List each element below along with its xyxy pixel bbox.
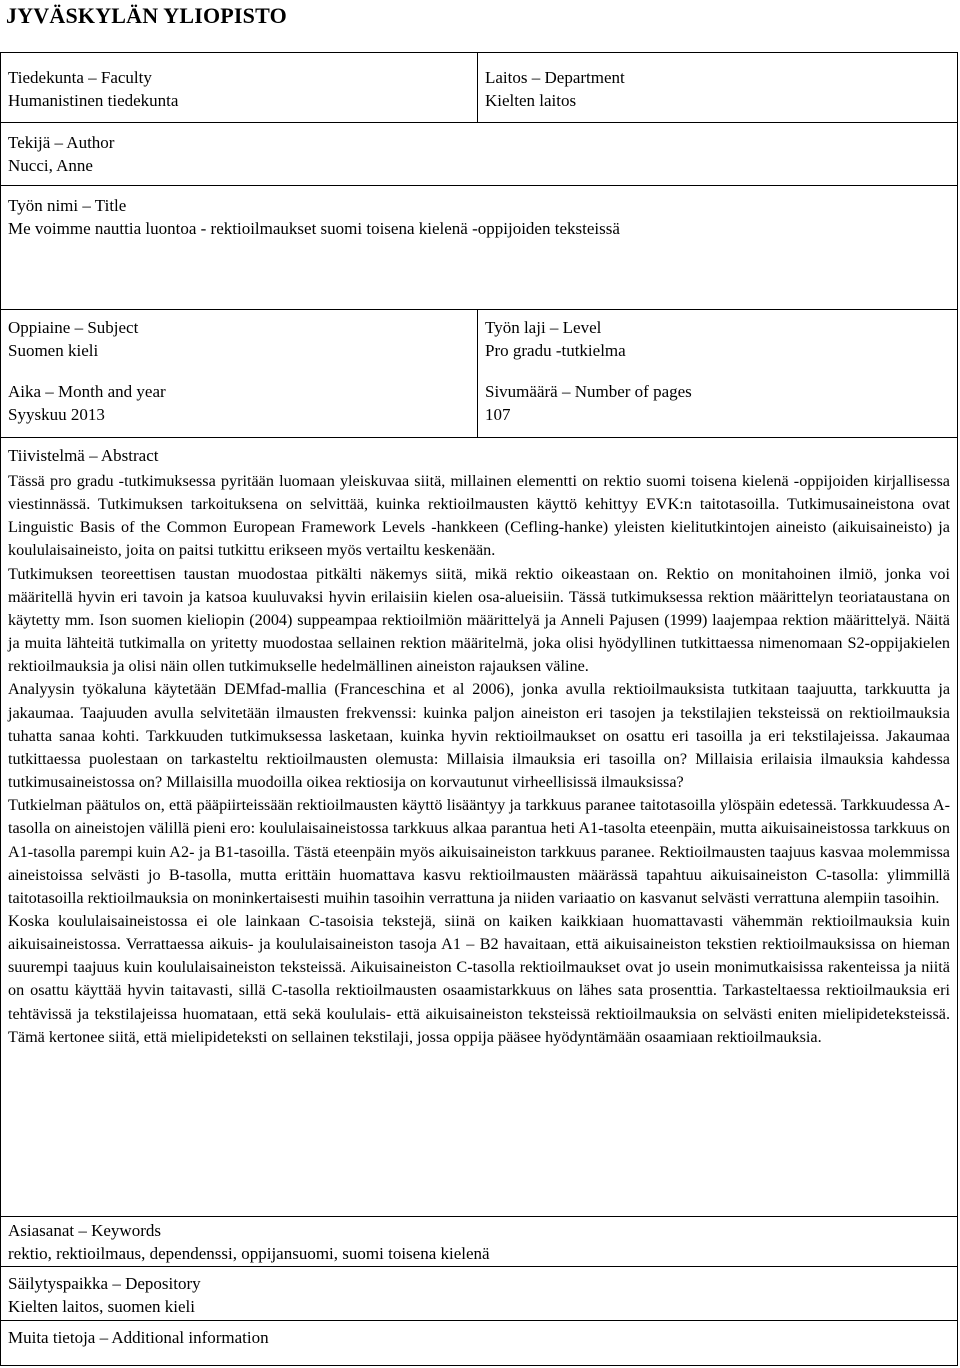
faculty-value: Humanistinen tiedekunta: [8, 91, 179, 110]
subject-label: Oppiaine – Subject: [8, 318, 139, 337]
abstract-paragraph: Analyysin työkaluna käytetään DEMfad-mallia (Franceschina et al 2006), jonka avulla rektioilmauksista tutkitaan taajuutta, tarkkuutta ja jakaumaa. Taajuuden avulla selvitetään ilmausten frekvenssi: kuinka paljon aineiston eri tasojen ja tekstilajien teksteissä on rektioilmauksia tuhatta sanaa kohti. Tarkkuuden tutkimuksessa lasketaan, kuinka hyvin rektioilmaukset on osattu eri tasoilla ja eri tekstilajeissa. Jakaumaa tutkittaessa puolestaan on tarkasteltu rektioilmausten olemusta: Millaisia ilmauksia eri tasoilla on? Millaisia erilaisia ilmauksia kahdessa tutkimusaineistossa on? Millaisilla muodoilla oikea rektiosija on korvautunut virheellisissä ilmauksissa?: [8, 680, 950, 792]
date-value: Syyskuu 2013: [8, 405, 105, 424]
additional-info-label: Muita tietoja – Additional information: [8, 1328, 269, 1347]
department-label: Laitos – Department: [485, 68, 625, 87]
depository-label: Säilytyspaikka – Depository: [8, 1274, 201, 1293]
faculty-label: Tiedekunta – Faculty: [8, 68, 152, 87]
university-heading: JYVÄSKYLÄN YLIOPISTO: [6, 3, 287, 28]
divider-after-faculty: [0, 122, 958, 123]
level-value: Pro gradu -tutkielma: [485, 341, 626, 360]
keywords-value: rektio, rektioilmaus, dependenssi, oppijansuomi, suomi toisena kielenä: [8, 1244, 490, 1263]
abstract-paragraph: Tutkielman päätulos on, että pääpiirteissään rektioilmausten käyttö lisääntyy ja tarkkuus paranee taitotasoilla ylöspäin edetessä. Tarkkuudessa A-tasolla on aineistojen välillä pieni ero: koululaisaineistossa tarkkuus alkaa parantua heti A1-tasolta eteenpäin, mutta aikuisaineistossa tarkkuus on A1-tasolla parempi kuin A2- ja B1-tasoilla. Tästä eteenpäin myös aikuisaineiston tarkkuus paranee. Rektioilmausten taajuus kasvaa molemmissa aineistoissa selvästi jo B-tasolla, mutta erittäin huomattava kasvu rektioilmausten määrässä tapahtuu aikuisaineiston C-tasolla: ylimmillä taitotasoilla rektioilmauksia on moninkertaisesti muihin tasoihin verrattuna ja niiden variaatio on kasvanut selvästi verrattuna alempiin tasoihin.: [8, 796, 950, 907]
pages-label: Sivumäärä – Number of pages: [485, 382, 692, 401]
abstract-body: [8, 470, 950, 1049]
divider-after-author: [0, 185, 958, 186]
abstract-label: Tiivistelmä – Abstract: [8, 446, 159, 465]
department-value: Kielten laitos: [485, 91, 577, 110]
divider-faculty-department: [477, 52, 478, 122]
level-label: Työn laji – Level: [485, 318, 602, 337]
author-label: Tekijä – Author: [8, 133, 115, 152]
divider-after-meta: [0, 437, 958, 438]
divider-after-depository: [0, 1320, 958, 1321]
divider-subject-level: [477, 309, 478, 437]
pages-value: 107: [485, 405, 511, 424]
title-value: Me voimme nauttia luontoa - rektioilmaukset suomi toisena kielenä -oppijoiden teksteissä: [8, 219, 620, 238]
subject-value: Suomen kieli: [8, 341, 99, 360]
depository-value: Kielten laitos, suomen kieli: [8, 1297, 195, 1316]
abstract-paragraph: Tässä pro gradu -tutkimuksessa pyritään luomaan yleiskuvaa siitä, millainen elementti on rektio suomi toisena kielenä -oppijoiden kirjallisessa viestinnässä. Tutkimuksen tarkoituksena on selvittää, kuinka rektioilmausten käyttö kehittyy EVK:n taitotasoilla. Tutkimusaineistona ovat Linguistic Basis of the Common European Framework Levels -hankkeen (Cefling-hanke) yleisten kielitutkintojen aineisto (aikuisaineisto) ja koululaisaineisto, joita on paitsi tutkittu erikseen myös vertailtu keskenään.: [8, 472, 950, 560]
author-value: Nucci, Anne: [8, 156, 93, 175]
divider-after-title: [0, 309, 958, 310]
abstract-paragraph: Tutkimuksen teoreettisen taustan muodostaa pitkälti näkemys siitä, mikä rektio oikeastaan on. Rektio on monitahoinen ilmiö, jonka voi määritellä hyvin eri tavoin ja katsoa kuuluvaksi hyvin erilaisiin kielen osa-alueisiin. Tässä tutkimuksessa rektion määrittelyn teoriataustana on käytetty mm. Ison suomen kieliopin (2004) suppeampaa rektioilmiön määrittelyä ja Anneli Pajusen (1999) laajempaa rektion määrittelyä. Näitä ja muita lähteitä tutkimalla on yritetty muodostaa sellainen rektion määritelmä, joka olisi hyödyllinen tutkittaessa nimenomaan S2-oppijakielen rektioilmauksia ja olisi näin ollen tutkimukselle hedelmällinen aineiston rajauksen väline.: [8, 564, 950, 676]
abstract-paragraph: Koska koululaisaineistossa ei ole lainkaan C-tasoisia tekstejä, siinä on kaiken kaikkiaan huomattavasti vähemmän rektioilmauksia kuin aikuisaineistossa. Verrattaessa aikuis- ja koululaisaineiston tasoja A1 – B2 havaitaan, että aikuisaineiston tekstien rektioilmauksissa on hieman suurempi taajuus kuin koululaisaineiston teksteissä. Aikuisaineiston C-tasolla rektioilmaukset ovat jo usein monimutkaisissa rakenteissa ja niitä on osattu käyttää hyvin taitavasti, sillä C-tasolla rektioilmausten osaamistarkkuus on lähes sata prosenttia. Tarkasteltaessa rektioilmauksia eri tehtävissä ja tekstilajeissa huomataan, että sekä koululais- että aikuisaineiston teksteissä rektioilmauksia on selvästi eniten mielipideteksteissä. Tämä kertonee siitä, että mielipideteksti on sellainen tekstilaji, jossa oppija pääsee hyödyntämään osaamiaan rektioilmauksia.: [8, 911, 950, 1046]
divider-after-keywords: [0, 1266, 958, 1267]
date-label: Aika – Month and year: [8, 382, 166, 401]
keywords-label: Asiasanat – Keywords: [8, 1221, 161, 1240]
title-label: Työn nimi – Title: [8, 196, 127, 215]
divider-after-abstract: [0, 1216, 958, 1217]
